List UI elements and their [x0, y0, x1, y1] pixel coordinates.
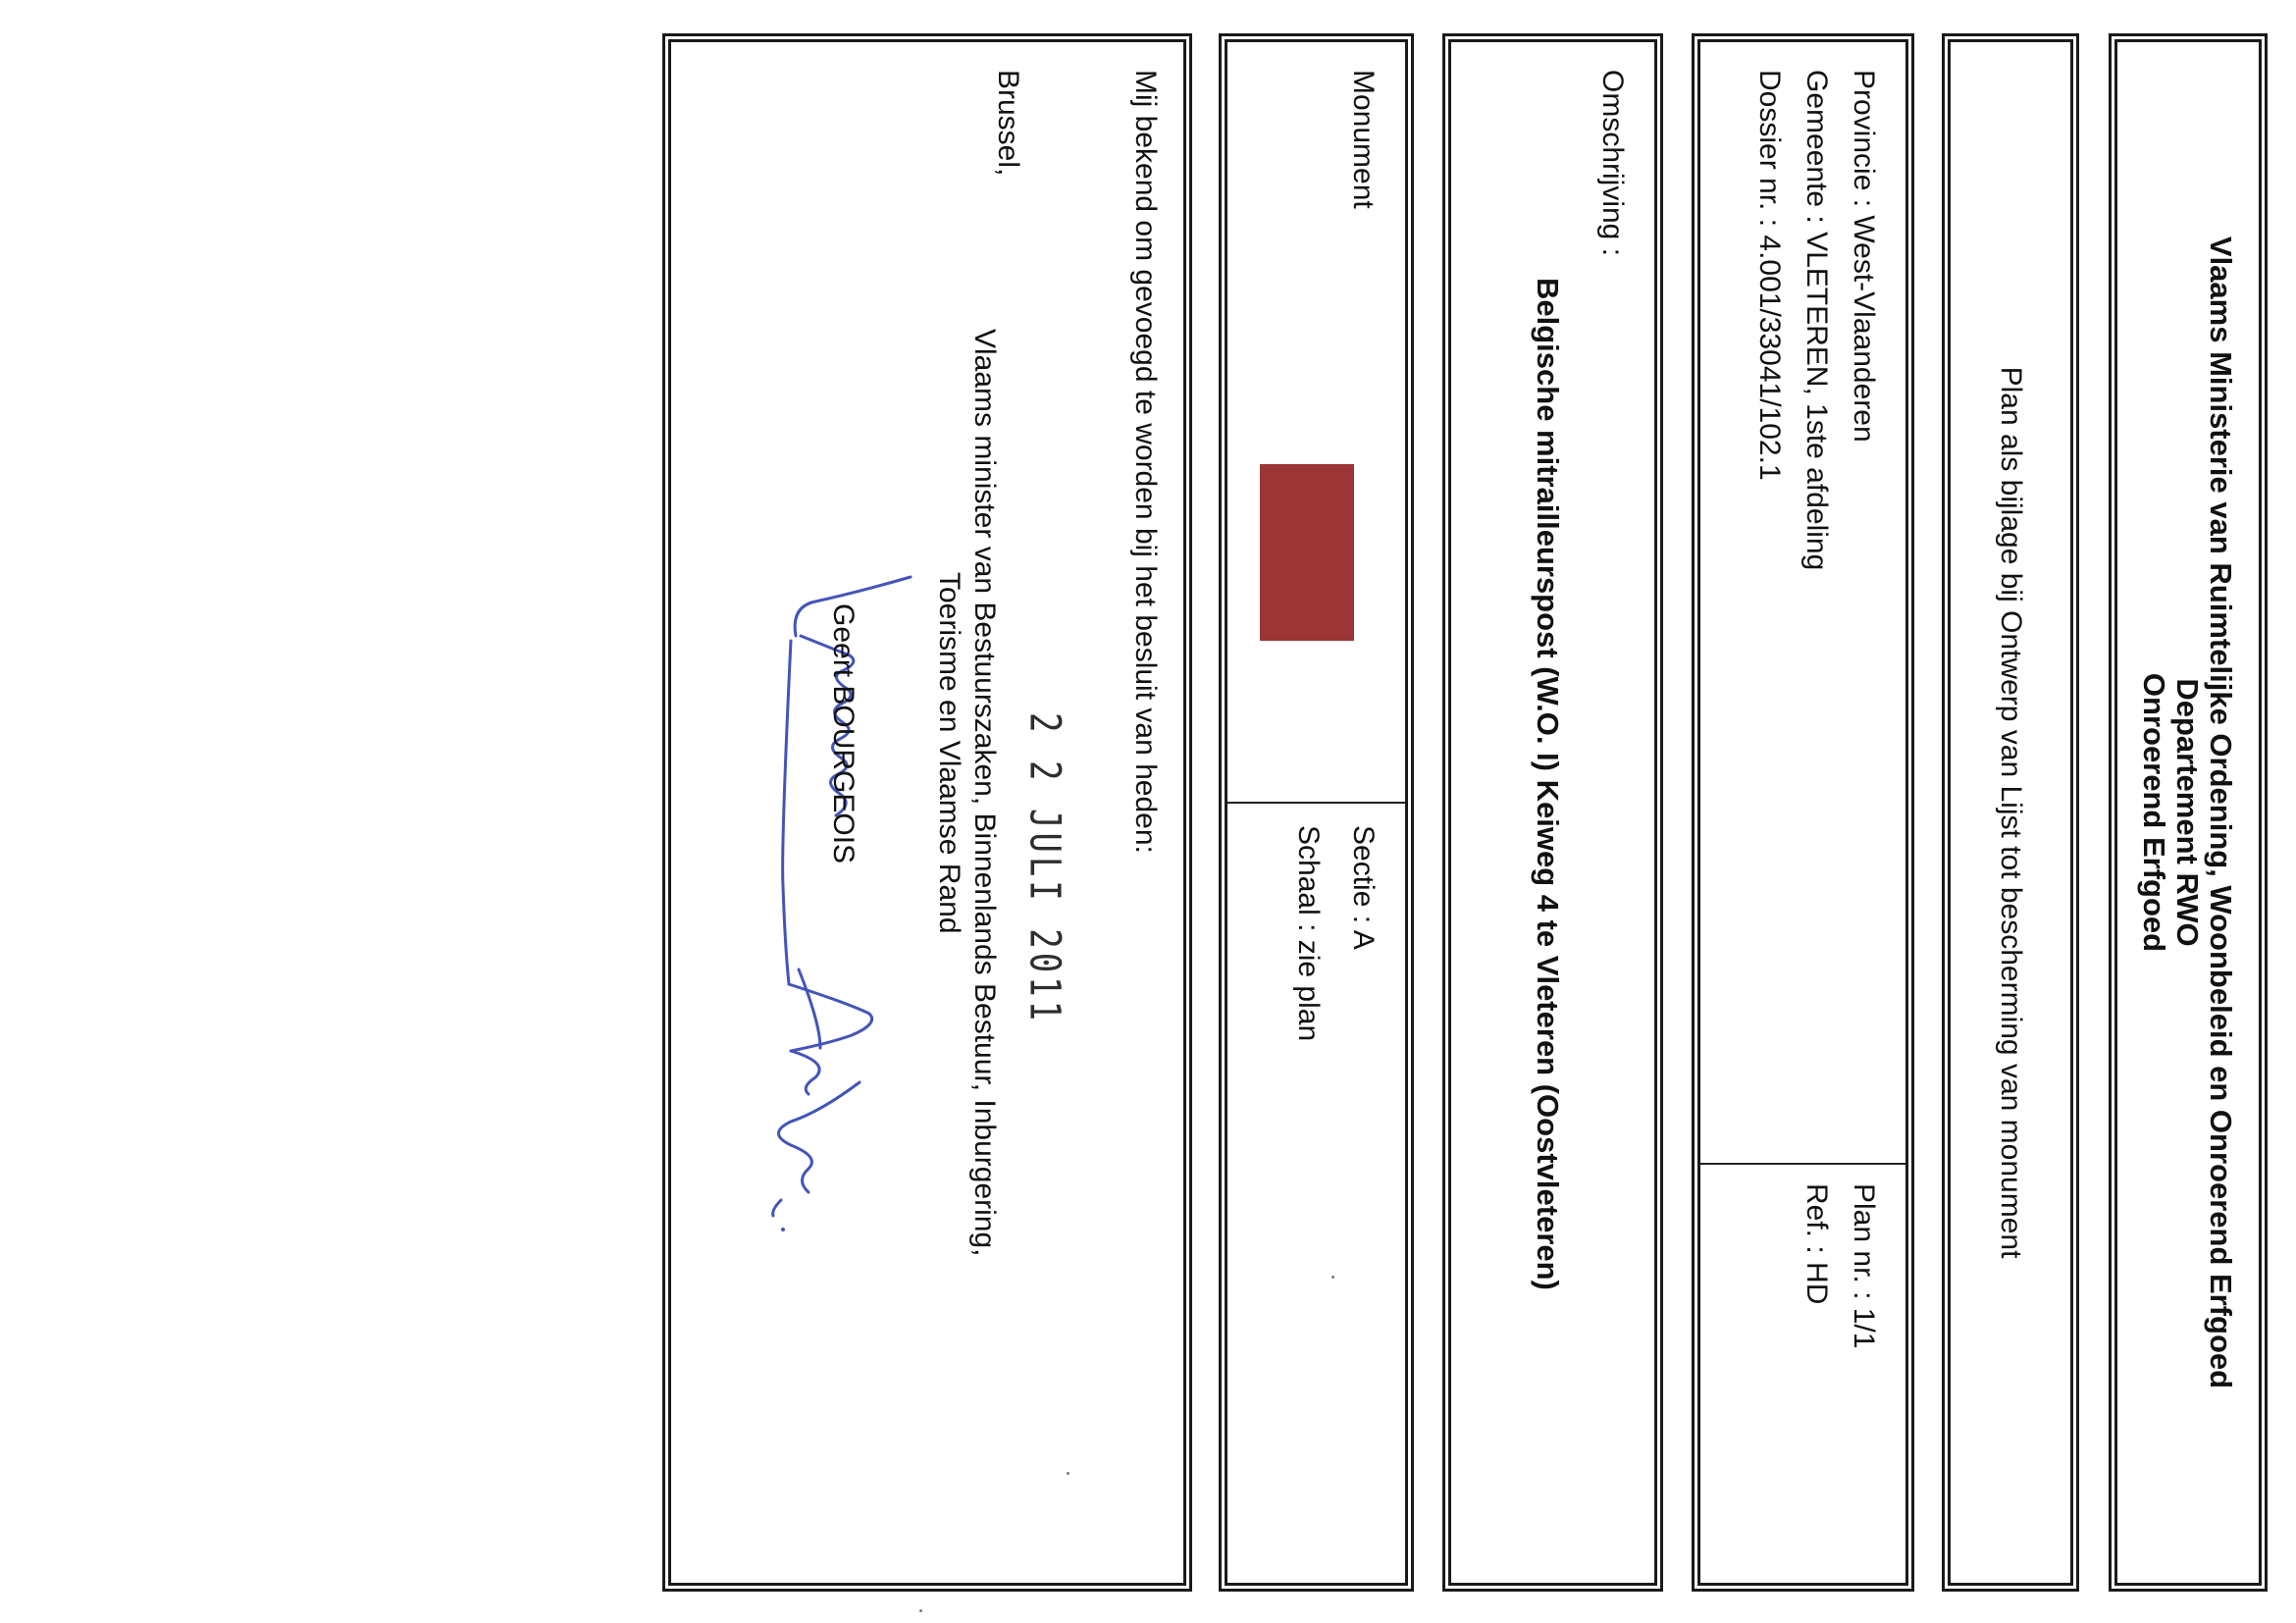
reference-field: Ref. : HD	[1800, 1183, 1833, 1305]
document-subtitle: Plan als bijlage bij Ontwerp van Lijst tot bescherming van monument	[1995, 366, 2027, 1259]
scan-speck	[919, 1609, 922, 1612]
scan-speck	[1067, 1472, 1070, 1475]
monument-title: Belgische mitrailleurspost (W.O. I) Keiweg 4 te Vleteren (Oostvleteren)	[1531, 278, 1565, 1290]
location-box	[1697, 39, 1908, 1586]
approval-box	[668, 39, 1186, 1586]
approval-statement: Mij bekend om gevoegd te worden bij het besluit van heden:	[1129, 70, 1162, 854]
monument-legend-label: Monument	[1347, 70, 1380, 209]
department-name: Departement RWO	[2170, 678, 2205, 947]
plan-number-field: Plan nr. : 1/1	[1848, 1183, 1880, 1349]
gemeente-field: Gemeente : VLETEREN, 1ste afdeling	[1800, 70, 1833, 571]
date-stamp: 2 2 JULI 2011	[1019, 712, 1069, 1025]
dossier-field: Dossier nr. : 4.001/33041/102.1	[1753, 70, 1786, 481]
minister-title-line2: Toerisme en Vlaamse Rand	[933, 572, 965, 934]
description-label: Omschrijving :	[1596, 70, 1629, 257]
minister-title-line1: Vlaams minister van Bestuurszaken, Binnenlands Bestuur, Inburgering,	[968, 329, 1001, 1257]
schaal-field: Schaal : zie plan	[1292, 825, 1325, 1042]
provincie-field: Provincie : West-Vlaanderen	[1848, 70, 1880, 443]
legend-divider	[1227, 802, 1405, 804]
location-divider	[1700, 1163, 1905, 1165]
legend-box	[1225, 39, 1408, 1586]
scan-speck	[1331, 1276, 1334, 1279]
monument-color-swatch	[1260, 464, 1354, 641]
ministry-header-box	[2114, 39, 2262, 1586]
sectie-field: Sectie : A	[1347, 825, 1380, 950]
signatory-name: Geert BOURGEOIS	[827, 603, 860, 864]
ministry-name: Vlaams Ministerie van Ruimtelijke Ordening, Woonbeleid en Onroerend Erfgoed	[2204, 236, 2238, 1389]
place-label: Brussel,	[992, 70, 1024, 177]
subtitle-box	[1948, 39, 2073, 1586]
agency-name: Onroerend Erfgoed	[2137, 672, 2171, 953]
description-box	[1448, 39, 1657, 1586]
